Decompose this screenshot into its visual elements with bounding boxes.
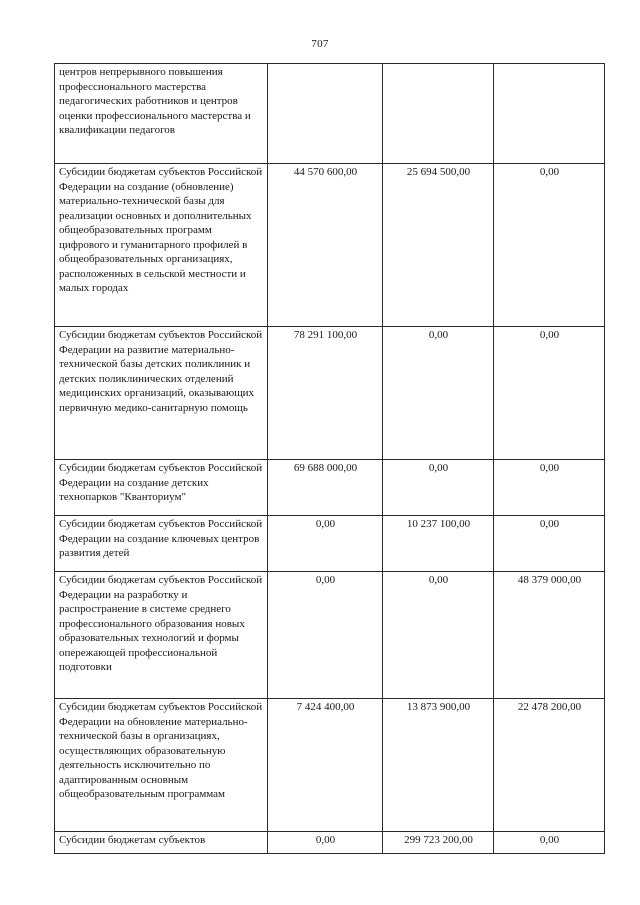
row-value-3 — [494, 64, 605, 164]
table-row — [55, 572, 605, 699]
row-value-2: 0,00 — [383, 460, 494, 516]
row-value-1: 44 570 600,00 — [268, 164, 383, 327]
row-value-3: 0,00 — [494, 832, 605, 854]
row-value-1: 7 424 400,00 — [268, 699, 383, 832]
table-row — [55, 516, 605, 572]
row-name: Субсидии бюджетам субъектов Российской Федерации на создание детских технопарков "Кванториум" — [55, 460, 268, 516]
row-name: Субсидии бюджетам субъектов — [55, 832, 268, 854]
row-name: Субсидии бюджетам субъектов Российской Федерации на развитие материально-технической базы детских поликлиник и детских поликлинических отделений медицинских организаций, оказывающих первичную медико-санитарную помощь — [55, 327, 268, 460]
row-name: Субсидии бюджетам субъектов Российской Федерации на создание ключевых центров развития детей — [55, 516, 268, 572]
row-value-2: 0,00 — [383, 327, 494, 460]
row-value-3: 0,00 — [494, 327, 605, 460]
budget-table — [54, 63, 605, 854]
row-value-1: 0,00 — [268, 572, 383, 699]
row-value-1: 0,00 — [268, 832, 383, 854]
row-value-1: 78 291 100,00 — [268, 327, 383, 460]
table-row — [55, 832, 605, 854]
row-value-2: 13 873 900,00 — [383, 699, 494, 832]
table-row — [55, 164, 605, 327]
row-value-1: 0,00 — [268, 516, 383, 572]
table-row — [55, 699, 605, 832]
row-value-2: 0,00 — [383, 572, 494, 699]
row-name: Субсидии бюджетам субъектов Российской Федерации на создание (обновление) материально-технической базы для реализации основных и дополнительных общеобразовательных программ цифрового и гуманитарного профилей в общеобразовательных организациях, расположенных в сельской местности и малых городах — [55, 164, 268, 327]
row-value-3: 0,00 — [494, 164, 605, 327]
row-name: Субсидии бюджетам субъектов Российской Федерации на обновление материально-технической базы в организациях, осуществляющих образовательную деятельность исключительно по адаптированным основным общеобразовательным программам — [55, 699, 268, 832]
table-row — [55, 327, 605, 460]
row-value-2: 299 723 200,00 — [383, 832, 494, 854]
row-name: Субсидии бюджетам субъектов Российской Федерации на разработку и распространение в системе среднего профессионального образования новых образовательных технологий и формы опережающей профессиональной подготовки — [55, 572, 268, 699]
row-value-1 — [268, 64, 383, 164]
row-value-1: 69 688 000,00 — [268, 460, 383, 516]
row-value-3: 22 478 200,00 — [494, 699, 605, 832]
row-value-3: 48 379 000,00 — [494, 572, 605, 699]
row-value-2 — [383, 64, 494, 164]
table-row — [55, 64, 605, 164]
row-value-3: 0,00 — [494, 516, 605, 572]
table-row — [55, 460, 605, 516]
row-name: центров непрерывного повышения профессионального мастерства педагогических работников и центров оценки профессионального мастерства и квалификации педагогов — [55, 64, 268, 164]
row-value-2: 25 694 500,00 — [383, 164, 494, 327]
row-value-3: 0,00 — [494, 460, 605, 516]
page-number: 707 — [311, 38, 329, 50]
row-value-2: 10 237 100,00 — [383, 516, 494, 572]
